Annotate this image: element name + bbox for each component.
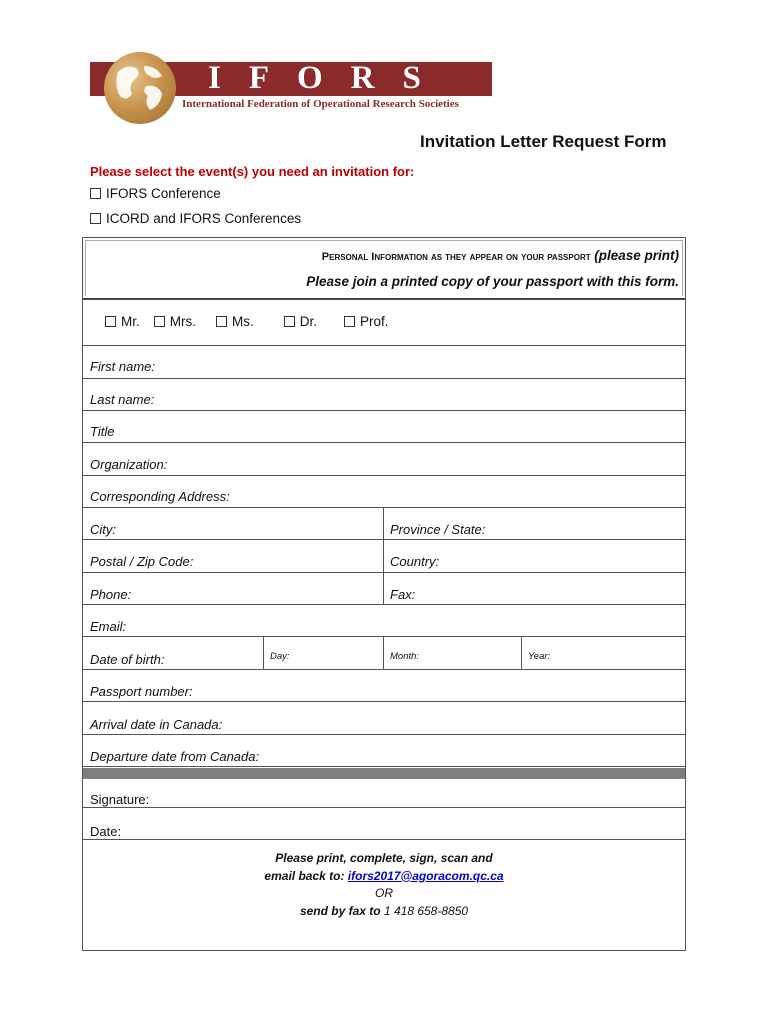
globe-icon xyxy=(104,52,176,124)
checkbox-icon[interactable] xyxy=(216,316,227,327)
birth-day-field[interactable]: Day: xyxy=(270,651,290,662)
personal-info-header xyxy=(83,238,685,300)
form-title: Invitation Letter Request Form xyxy=(420,132,667,151)
organization-field[interactable]: Organization: xyxy=(90,457,168,472)
checkbox-icon[interactable] xyxy=(344,316,355,327)
logo-letters: IFORS xyxy=(208,60,449,96)
separator-band xyxy=(83,768,685,779)
event-label: IFORS Conference xyxy=(106,186,221,201)
country-field[interactable]: Country: xyxy=(390,554,440,569)
salutation-ms[interactable]: Ms. xyxy=(216,314,254,329)
last-name-field[interactable]: Last name: xyxy=(90,392,155,407)
checkbox-icon[interactable] xyxy=(90,213,101,224)
passport-number-field[interactable]: Passport number: xyxy=(90,684,193,699)
address-field[interactable]: Corresponding Address: xyxy=(90,489,230,504)
fax-label: send by fax to xyxy=(299,903,381,918)
email-back-label: email back to: xyxy=(264,868,345,883)
date-field[interactable]: Date: xyxy=(90,824,122,839)
submission-instructions xyxy=(83,850,685,920)
passport-copy-note: Please join a printed copy of your passport with this form. xyxy=(306,274,679,289)
checkbox-icon[interactable] xyxy=(154,316,165,327)
first-name-field[interactable]: First name: xyxy=(90,359,156,374)
fax-number: 1 418 658-8850 xyxy=(383,903,469,918)
signature-field[interactable]: Signature: xyxy=(90,792,150,807)
email-field[interactable]: Email: xyxy=(90,619,127,634)
contact-email-link[interactable]: ifors2017@agoracom.qc.ca xyxy=(347,868,504,883)
ifors-logo xyxy=(90,52,492,124)
departure-date-field[interactable]: Departure date from Canada: xyxy=(90,749,260,764)
logo-subtitle: International Federation of Operational Research Societies xyxy=(182,98,459,110)
event-option-icord[interactable] xyxy=(90,211,301,226)
postal-code-field[interactable]: Postal / Zip Code: xyxy=(90,554,194,569)
salutation-mr[interactable]: Mr. xyxy=(105,314,140,329)
personal-info-form xyxy=(82,237,686,951)
birth-year-field[interactable]: Year: xyxy=(528,651,551,662)
event-prompt: Please select the event(s) you need an invitation for: xyxy=(90,164,415,179)
checkbox-icon[interactable] xyxy=(105,316,116,327)
arrival-date-field[interactable]: Arrival date in Canada: xyxy=(90,717,223,732)
instructions-line: Please print, complete, sign, scan and xyxy=(275,851,493,865)
checkbox-icon[interactable] xyxy=(284,316,295,327)
birth-month-field[interactable]: Month: xyxy=(390,651,420,662)
personal-info-heading: Personal Information as they appear on your passport (please print) xyxy=(321,248,679,263)
fax-field[interactable]: Fax: xyxy=(390,587,416,602)
city-field[interactable]: City: xyxy=(90,522,116,537)
salutation-options xyxy=(105,314,389,329)
date-of-birth-label: Date of birth: xyxy=(90,652,165,667)
phone-field[interactable]: Phone: xyxy=(90,587,132,602)
province-field[interactable]: Province / State: xyxy=(390,522,486,537)
salutation-dr[interactable]: Dr. xyxy=(284,314,317,329)
title-field[interactable]: Title xyxy=(90,424,115,439)
checkbox-icon[interactable] xyxy=(90,188,101,199)
event-option-ifors[interactable] xyxy=(90,186,221,201)
salutation-mrs[interactable]: Mrs. xyxy=(154,314,196,329)
or-separator: OR xyxy=(375,886,393,900)
event-label: ICORD and IFORS Conferences xyxy=(106,211,302,226)
salutation-prof[interactable]: Prof. xyxy=(344,314,389,329)
